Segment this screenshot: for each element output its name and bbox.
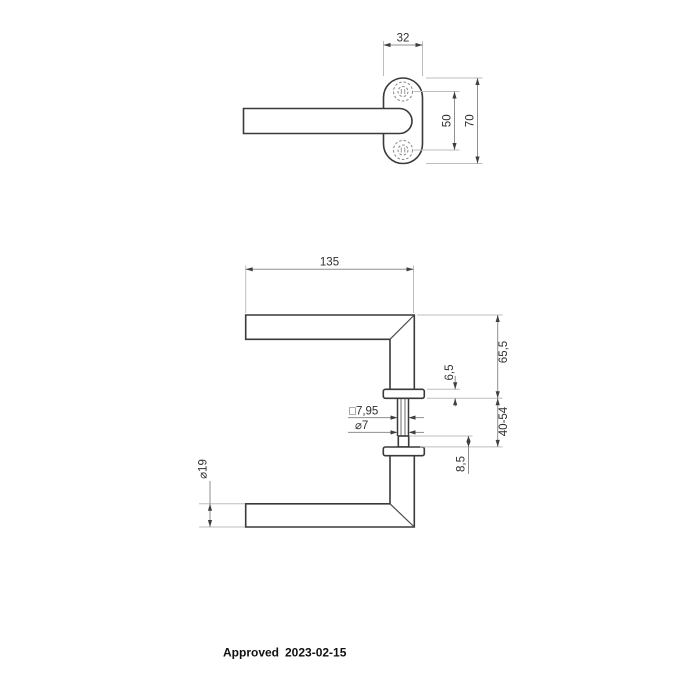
dimension-grip-length	[246, 256, 414, 313]
dimension-plate-width	[384, 33, 423, 77]
lever-grip-top-view	[244, 108, 413, 133]
spindle	[398, 398, 409, 436]
dimension-rose-thickness	[427, 365, 460, 407]
approved-label: Approved	[223, 645, 280, 660]
clamp-range-label: 40-54	[498, 406, 511, 437]
plate-width-label: 32	[396, 32, 410, 45]
lever-handle-outer	[246, 315, 415, 389]
dimension-handle-height	[417, 315, 510, 398]
hole-spacing-label: 50	[441, 114, 454, 128]
rose-thickness-label: 6,5	[443, 364, 456, 381]
bush-height-label: 8,5	[455, 456, 468, 472]
top-view	[244, 33, 483, 164]
approval-note	[223, 646, 347, 660]
dimension-grip-diameter	[197, 459, 245, 527]
dimension-spindle-square	[348, 405, 424, 419]
spindle-square-label: □7,95	[349, 405, 379, 418]
rose-flange-upper	[383, 389, 424, 398]
plate-height-label: 70	[464, 114, 477, 128]
handle-height-label: 65,5	[498, 340, 511, 364]
front-view	[197, 256, 510, 527]
grip-diameter-label: ⌀19	[197, 459, 210, 479]
grip-length-label: 135	[319, 256, 340, 269]
screw-diameter-label: ⌀7	[355, 420, 369, 433]
dimension-clamp-range	[420, 398, 510, 447]
spindle-bush	[398, 436, 408, 447]
approved-date: 2023-02-15	[285, 645, 347, 660]
dimension-screw-diameter	[348, 420, 424, 434]
rose-flange-lower	[383, 447, 424, 456]
lever-handle-inner	[246, 456, 415, 527]
